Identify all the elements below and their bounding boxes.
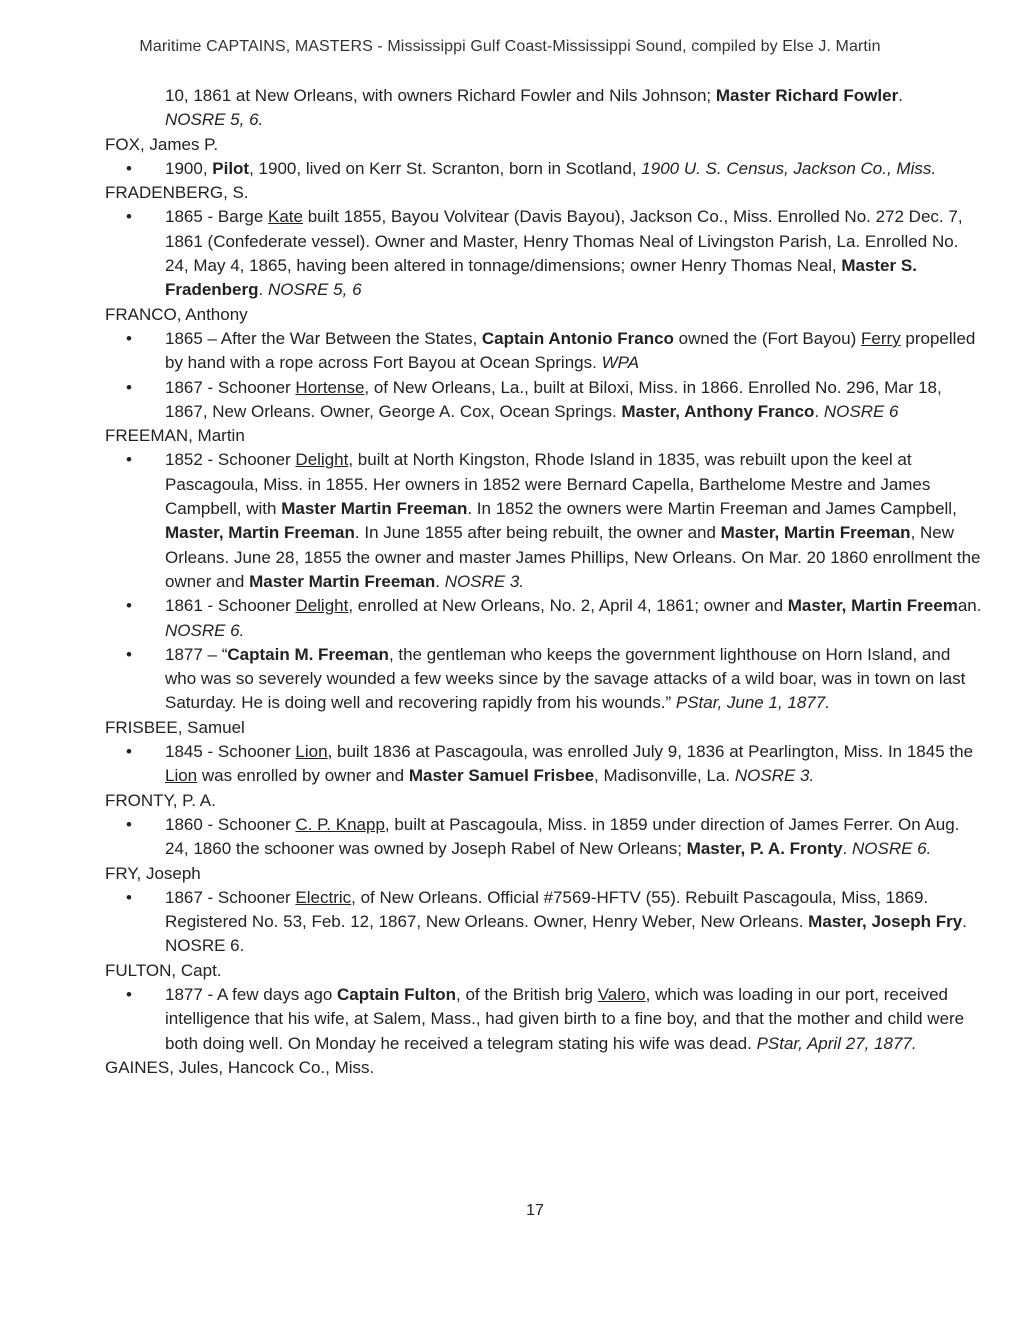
source-citation: NOSRE 5, 6 [267,280,362,300]
entry-text: 1877 - A few days ago [165,984,338,1004]
entry-text: 1860 - Schooner [165,814,296,834]
entry-list [105,205,985,302]
entry-text: 1852 - Schooner [165,450,296,470]
list-item [105,376,985,425]
captain-name-freeman: FREEMAN, Martin [105,426,245,446]
entry-text: , the gentleman who keeps the government lighthouse on Horn Island, and who was so severely wounded a few weeks since by the savage attacks of a wild boar, was in town on last Saturday. He is doing well and recovering rapidly from his wounds.” [165,644,966,713]
document-body [105,84,985,1080]
entry-text: . In 1852 the owners were Martin Freeman and James Campbell, [467,499,957,519]
source-citation: PStar, April 27, 1877. [756,1033,917,1053]
vessel-name: Lion [165,766,198,786]
list-item [105,886,985,959]
list-item [105,448,985,594]
source-citation: NOSRE 5, 6. [165,110,264,130]
entry-text: owned the (Fort Bayou) [673,328,862,348]
entry-text: an. [957,596,982,616]
vessel-name: Hortense [295,377,365,397]
vessel-name: Kate [268,207,303,227]
entry-text: was enrolled by owner and [197,766,409,786]
list-item [105,157,985,181]
entry-text: , of New Orleans. Official #7569-HFTV (55). Rebuilt Pascagoula, Miss, 1869. Registered No. 53, Feb. 12, 1867, New Orleans. Owner, Henry Weber, New Orleans. [165,887,929,932]
entry-text: propelled by hand with a rope across Fort Bayou at Ocean Springs. [165,328,976,373]
vessel-name: Lion [295,742,328,762]
vessel-name: Delight [295,450,349,470]
master-name: Master Martin Freeman [281,499,468,519]
entry-text: 1867 - Schooner [165,377,296,397]
entry-text: built 1855, Bayou Volvitear (Davis Bayou), Jackson Co., Miss. Enrolled No. 272 Dec. 7, 1861 (Confederate vessel). Owner and Master, Henry Thomas Neal of Livingston Parish, La. Enrolled No. 24, May 4, 1865, having been altered in tonnage/dimensions; owner Henry Thomas Neal, [165,207,963,276]
source-citation: NOSRE 6. [165,620,245,640]
master-name: Captain Antonio Franco [481,328,674,348]
entry-list [105,983,985,1056]
page-number: 17 [526,1202,544,1219]
entry-list [105,740,985,789]
captain-name-gaines: GAINES, Jules, Hancock Co., Miss. [105,1057,375,1077]
master-name: Master Martin Freeman [249,571,436,591]
list-item [105,594,985,643]
captain-name-frisbee: FRISBEE, Samuel [105,717,245,737]
entry-text: 1845 - Schooner [165,742,296,762]
source-citation: WPA [601,353,640,373]
master-name: Captain M. Freeman [227,644,389,664]
entry-text: . [814,401,824,421]
captain-name-fradenberg: FRADENBERG, S. [105,183,249,203]
vessel-name: Delight [295,596,349,616]
entry-text: , built at Pascagoula, Miss. in 1859 under direction of James Ferrer. On Aug. 24, 1860 the schooner was owned by Joseph Rabel of New Orleans; [165,814,960,859]
captain-name-fronty: FRONTY, P. A. [105,790,216,810]
entry-list [105,886,985,959]
entry-text: , built 1836 at Pascagoula, was enrolled July 9, 1836 at Pearlington, Miss. In 1845 the [327,742,974,762]
entry-text: . [842,839,852,859]
master-name: Master, Anthony Franco [621,401,815,421]
master-name: Master Samuel Frisbee [408,766,595,786]
source-citation: NOSRE 3. [734,766,815,786]
source-citation: NOSRE 6. [852,839,932,859]
master-name: Master, Joseph Fry [808,912,963,932]
entry-list [105,448,985,715]
source-citation: 1900 U. S. Census, Jackson Co., Miss. [641,158,937,178]
entry-text: . [898,86,903,105]
captain-name-fulton: FULTON, Capt. [105,960,222,980]
captain-name-franco: FRANCO, Anthony [105,304,248,324]
master-name: Master S. Fradenberg [165,256,917,300]
master-name: Captain Fulton [337,984,456,1004]
entry-list [105,327,985,424]
entry-text: . [435,571,445,591]
entry-list [105,157,985,181]
source-citation: NOSRE 3. [444,571,525,591]
entry-text: , which was loading in our port, received intelligence that his wife, at Salem, Mass., had given birth to a fine boy, and that the mother and child were both doing well. On Monday he received a telegram stating his wife was dead. [165,984,965,1053]
master-name: Master, P. A. Fronty [686,839,843,859]
captain-name-fox: FOX, James P. [105,134,219,154]
list-item [105,740,985,789]
entry-text: 1867 - Schooner [165,887,296,907]
captain-name-fry: FRY, Joseph [105,863,201,883]
entry-text: 10, 1861 at New Orleans, with owners Richard Fowler and Nils Johnson; [165,86,716,105]
list-item [105,643,985,716]
master-name: Master Richard Fowler [715,86,899,105]
vessel-name: Ferry [861,328,901,348]
list-item [105,983,985,1056]
entry-text: 1865 - Barge [165,207,269,227]
list-item [105,205,985,302]
entry-text: , enrolled at New Orleans, No. 2, April 4, 1861; owner and [348,596,788,616]
entry-text: 1877 – “ [165,644,228,664]
role-label: Pilot [212,158,250,178]
entry-text: , 1900, lived on Kerr St. Scranton, born in Scotland, [249,158,642,178]
entry-text: 1865 – After the War Between the States, [165,328,482,348]
entry-text: , of the British brig [456,984,598,1004]
continued-entry [165,84,985,133]
vessel-name: C. P. Knapp [295,814,385,834]
entry-text: 1900, [165,158,213,178]
master-name: Master, Martin Freeman [165,523,355,543]
source-citation: PStar, June 1, 1877. [675,693,830,713]
source-citation: NOSRE 6 [823,401,899,421]
master-name: Master, Martin Freem [787,596,958,616]
entry-text: . In June 1855 after being rebuilt, the owner and [354,523,721,543]
entry-text: , Madisonville, La. [594,766,735,786]
list-item [105,327,985,376]
entry-text: . [258,280,268,300]
vessel-name: Valero [597,984,646,1004]
entry-text: . NOSRE 6. [165,912,967,956]
list-item [105,813,985,862]
entry-text: , New Orleans. June 28, 1855 the owner and master James Phillips, New Orleans. On Mar. 20 1860 enrollment the owner and [165,523,981,591]
vessel-name: Electric [295,887,352,907]
entry-text: , of New Orleans, La., built at Biloxi, Miss. in 1866. Enrolled No. 296, Mar 18, 1867, New Orleans. Owner, George A. Cox, Ocean Springs. [165,377,942,421]
entry-text: 1861 - Schooner [165,596,296,616]
entry-list [105,813,985,862]
entry-text: , built at North Kingston, Rhode Island in 1835, was rebuilt upon the keel at Pascagoula, Miss. in 1855. Her owners in 1852 were Bernard Capella, Barthelome Mestre and James Campbell, with [165,450,931,519]
master-name: Master, Martin Freeman [720,523,911,543]
page-header: Maritime CAPTAINS, MASTERS - Mississippi Gulf Coast-Mississippi Sound, compiled by Else J. Martin [139,38,881,55]
